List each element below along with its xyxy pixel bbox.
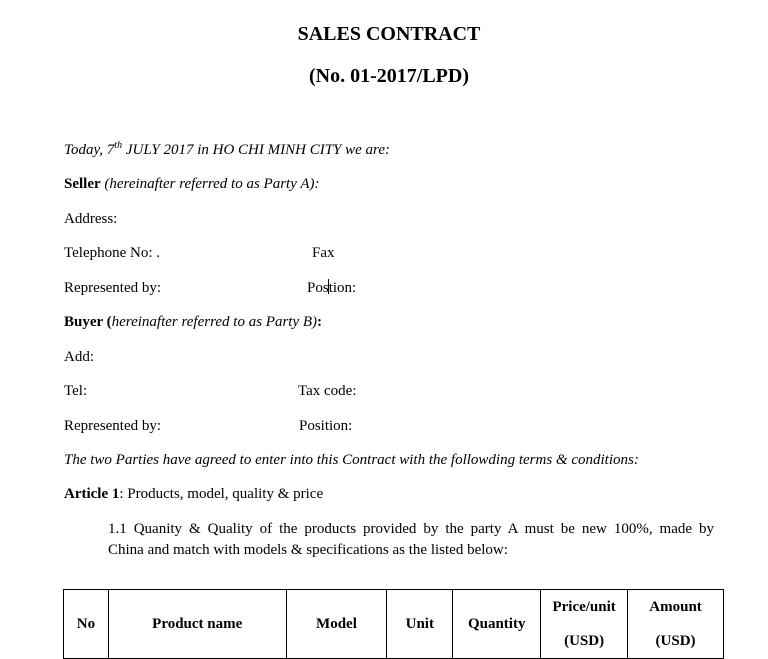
- header-amount-line1: Amount: [649, 599, 702, 615]
- agreement-statement: The two Parties have agreed to enter into this Contract with the followding terms & conditions:: [64, 452, 639, 468]
- header-quantity: Quantity: [453, 590, 541, 659]
- intro-date-sup: th: [114, 140, 123, 151]
- seller-represented-label: Represented by:: [64, 280, 162, 296]
- header-model: Model: [286, 590, 387, 659]
- article-1-label: Article 1: [64, 486, 120, 502]
- buyer-heading: [64, 313, 322, 331]
- header-amount: [628, 590, 724, 659]
- article-1-text: : Products, model, quality & price: [119, 486, 324, 502]
- intro-date-pre: Today, 7: [64, 142, 115, 158]
- seller-desc: (hereinafter referred to as Party A):: [100, 176, 320, 192]
- seller-position-label[interactable]: [307, 279, 356, 297]
- seller-heading: [64, 175, 320, 193]
- buyer-tax-code-label: Tax code:: [298, 383, 357, 399]
- header-price-unit-line2: (USD): [564, 633, 605, 649]
- seller-label: Seller: [64, 176, 101, 192]
- buyer-colon: :: [317, 314, 323, 330]
- products-table: [63, 589, 724, 659]
- header-amount-line2: (USD): [655, 633, 696, 649]
- contract-number: (No. 01-2017/LPD): [309, 65, 469, 87]
- seller-fax-label: Fax: [312, 245, 335, 261]
- seller-position-text-b: tion:: [328, 280, 357, 296]
- page-title: SALES CONTRACT: [297, 23, 481, 45]
- intro-date-post: JULY 2017 in HO CHI MINH CITY we are:: [122, 142, 390, 158]
- buyer-desc: hereinafter referred to as Party B): [111, 314, 318, 330]
- clause-1-1-line1: 1.1 Quanity & Quality of the products provided by the party A must be new 100%, made by: [108, 521, 714, 537]
- clause-1-1: [108, 519, 714, 561]
- seller-address-label: Address:: [64, 211, 118, 227]
- buyer-add-label: Add:: [64, 349, 94, 365]
- table-header-row: [64, 590, 724, 659]
- buyer-label: Buyer (: [64, 314, 112, 330]
- article-1-heading: [64, 485, 323, 503]
- buyer-position-label: Position:: [299, 418, 353, 434]
- header-product-name: Product name: [108, 590, 286, 659]
- header-unit: Unit: [387, 590, 453, 659]
- header-price-unit: [541, 590, 628, 659]
- buyer-tel-label: Tel:: [64, 383, 88, 399]
- buyer-represented-label: Represented by:: [64, 418, 162, 434]
- header-no: No: [64, 590, 109, 659]
- clause-1-1-line2: China and match with models & specifications as the listed below:: [108, 542, 508, 558]
- seller-telephone-label: Telephone No: .: [64, 245, 161, 261]
- intro-line: [64, 141, 390, 159]
- seller-position-text-a: Pos: [307, 280, 329, 296]
- header-price-unit-line1: Price/unit: [552, 599, 616, 615]
